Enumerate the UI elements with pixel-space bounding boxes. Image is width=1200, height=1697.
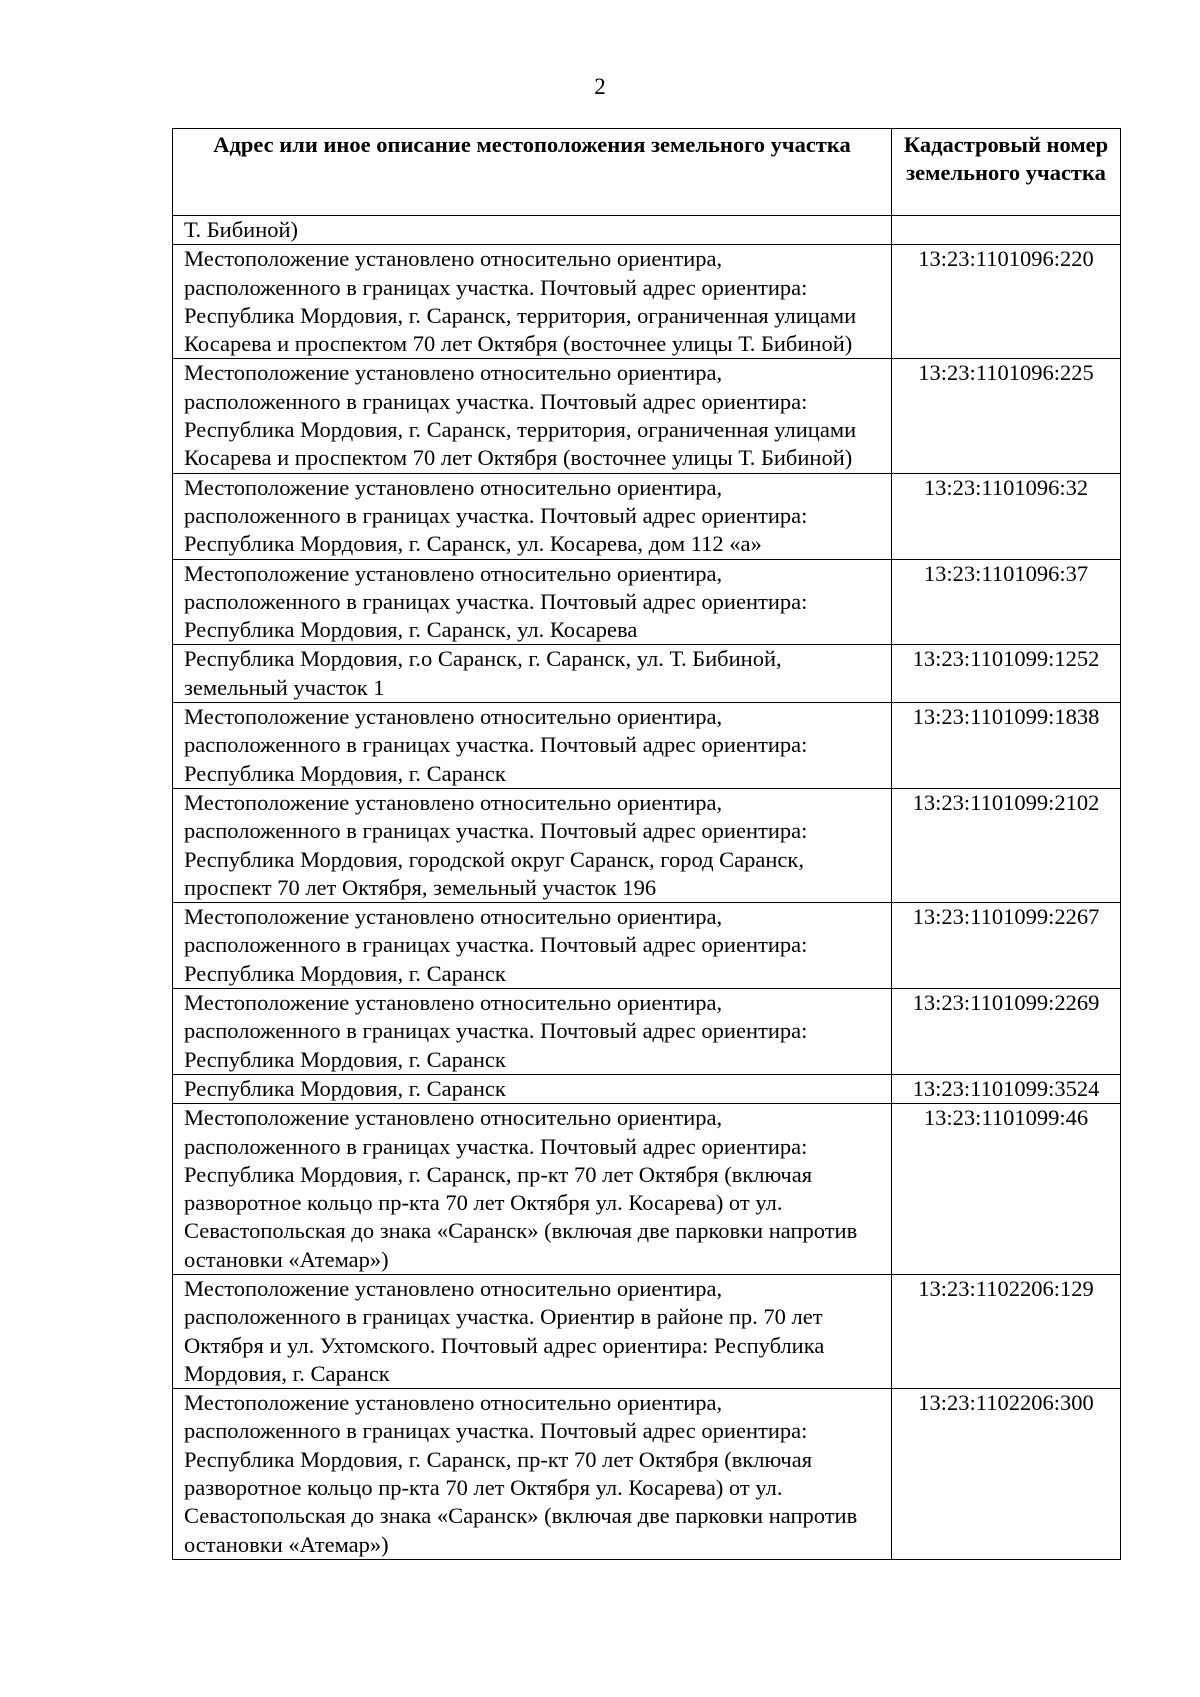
address-cell: Местоположение установлено относительно ориентира, расположенного в границах участка. Почтовый адрес ориентира: Республика Мордовия, г. Саранск — [173, 989, 892, 1075]
header-address: Адрес или иное описание местоположения земельного участка — [173, 129, 892, 216]
cadastral-number-cell: 13:23:1101096:32 — [892, 473, 1121, 559]
cadastral-number-cell: 13:23:1101099:2267 — [892, 903, 1121, 989]
address-cell: Местоположение установлено относительно ориентира, расположенного в границах участка. Почтовый адрес ориентира: Республика Мордовия, г. Саранск, территория, ограниченная улицами Косарева и проспектом 70 лет Октября (восточнее улицы Т. Бибиной) — [173, 245, 892, 359]
cadastral-number-cell — [892, 216, 1121, 245]
address-cell: Местоположение установлено относительно ориентира, расположенного в границах участка. Почтовый адрес ориентира: Республика Мордовия, г. Саранск — [173, 903, 892, 989]
table-row — [173, 788, 1121, 902]
table-header-row — [173, 129, 1121, 216]
address-cell: Местоположение установлено относительно ориентира, расположенного в границах участка. Почтовый адрес ориентира: Республика Мордовия, г. Саранск, территория, ограниченная улицами Косарева и проспектом 70 лет Октября (восточнее улицы Т. Бибиной) — [173, 359, 892, 473]
cadastral-number-cell: 13:23:1101099:3524 — [892, 1074, 1121, 1103]
cadastral-number-cell: 13:23:1101096:225 — [892, 359, 1121, 473]
cadastral-number-cell: 13:23:1101096:220 — [892, 245, 1121, 359]
table-row — [173, 645, 1121, 703]
table-row — [173, 989, 1121, 1075]
address-cell: Местоположение установлено относительно ориентира, расположенного в границах участка. Почтовый адрес ориентира: Республика Мордовия, городской округ Саранск, город Саранск, проспект 70 лет Октября, земельный участок 196 — [173, 788, 892, 902]
address-cell: Республика Мордовия, г. Саранск — [173, 1074, 892, 1103]
address-cell: Местоположение установлено относительно ориентира, расположенного в границах участка. Почтовый адрес ориентира: Республика Мордовия, г. Саранск, ул. Косарева — [173, 559, 892, 645]
table-row — [173, 1074, 1121, 1103]
table-row — [173, 245, 1121, 359]
cadastral-number-cell: 13:23:1102206:129 — [892, 1274, 1121, 1388]
cadastral-number-cell: 13:23:1101099:2269 — [892, 989, 1121, 1075]
cadastral-number-cell: 13:23:1101099:1252 — [892, 645, 1121, 703]
land-plots-table — [172, 128, 1121, 1560]
address-cell: Местоположение установлено относительно ориентира, расположенного в границах участка. Почтовый адрес ориентира: Республика Мордовия, г. Саранск — [173, 703, 892, 789]
address-cell: Республика Мордовия, г.о Саранск, г. Саранск, ул. Т. Бибиной, земельный участок 1 — [173, 645, 892, 703]
table-row — [173, 1389, 1121, 1560]
header-cadastral-number: Кадастровый номер земельного участка — [892, 129, 1121, 216]
address-cell: Местоположение установлено относительно ориентира, расположенного в границах участка. Почтовый адрес ориентира: Республика Мордовия, г. Саранск, ул. Косарева, дом 112 «а» — [173, 473, 892, 559]
address-cell: Местоположение установлено относительно ориентира, расположенного в границах участка. Почтовый адрес ориентира: Республика Мордовия, г. Саранск, пр-кт 70 лет Октября (включая разворотное кольцо пр-кта 70 лет Октября ул. Косарева) от ул. Севастопольская до знака «Саранск» (включая две парковки напротив остановки «Атемар») — [173, 1389, 892, 1560]
cadastral-number-cell: 13:23:1101096:37 — [892, 559, 1121, 645]
cadastral-number-cell: 13:23:1101099:46 — [892, 1104, 1121, 1275]
address-cell: Т. Бибиной) — [173, 216, 892, 245]
cadastral-number-cell: 13:23:1101099:1838 — [892, 703, 1121, 789]
table-row — [173, 216, 1121, 245]
table-row — [173, 903, 1121, 989]
table-row — [173, 359, 1121, 473]
address-cell: Местоположение установлено относительно ориентира, расположенного в границах участка. Почтовый адрес ориентира: Республика Мордовия, г. Саранск, пр-кт 70 лет Октября (включая разворотное кольцо пр-кта 70 лет Октября ул. Косарева) от ул. Севастопольская до знака «Саранск» (включая две парковки напротив остановки «Атемар») — [173, 1104, 892, 1275]
table-row — [173, 1274, 1121, 1388]
table-row — [173, 703, 1121, 789]
cadastral-number-cell: 13:23:1102206:300 — [892, 1389, 1121, 1560]
table-row — [173, 1104, 1121, 1275]
cadastral-number-cell: 13:23:1101099:2102 — [892, 788, 1121, 902]
address-cell: Местоположение установлено относительно ориентира, расположенного в границах участка. Ориентир в районе пр. 70 лет Октября и ул. Ухтомского. Почтовый адрес ориентира: Республика Мордовия, г. Саранск — [173, 1274, 892, 1388]
page-number: 2 — [594, 74, 606, 99]
table-row — [173, 559, 1121, 645]
table-row — [173, 473, 1121, 559]
